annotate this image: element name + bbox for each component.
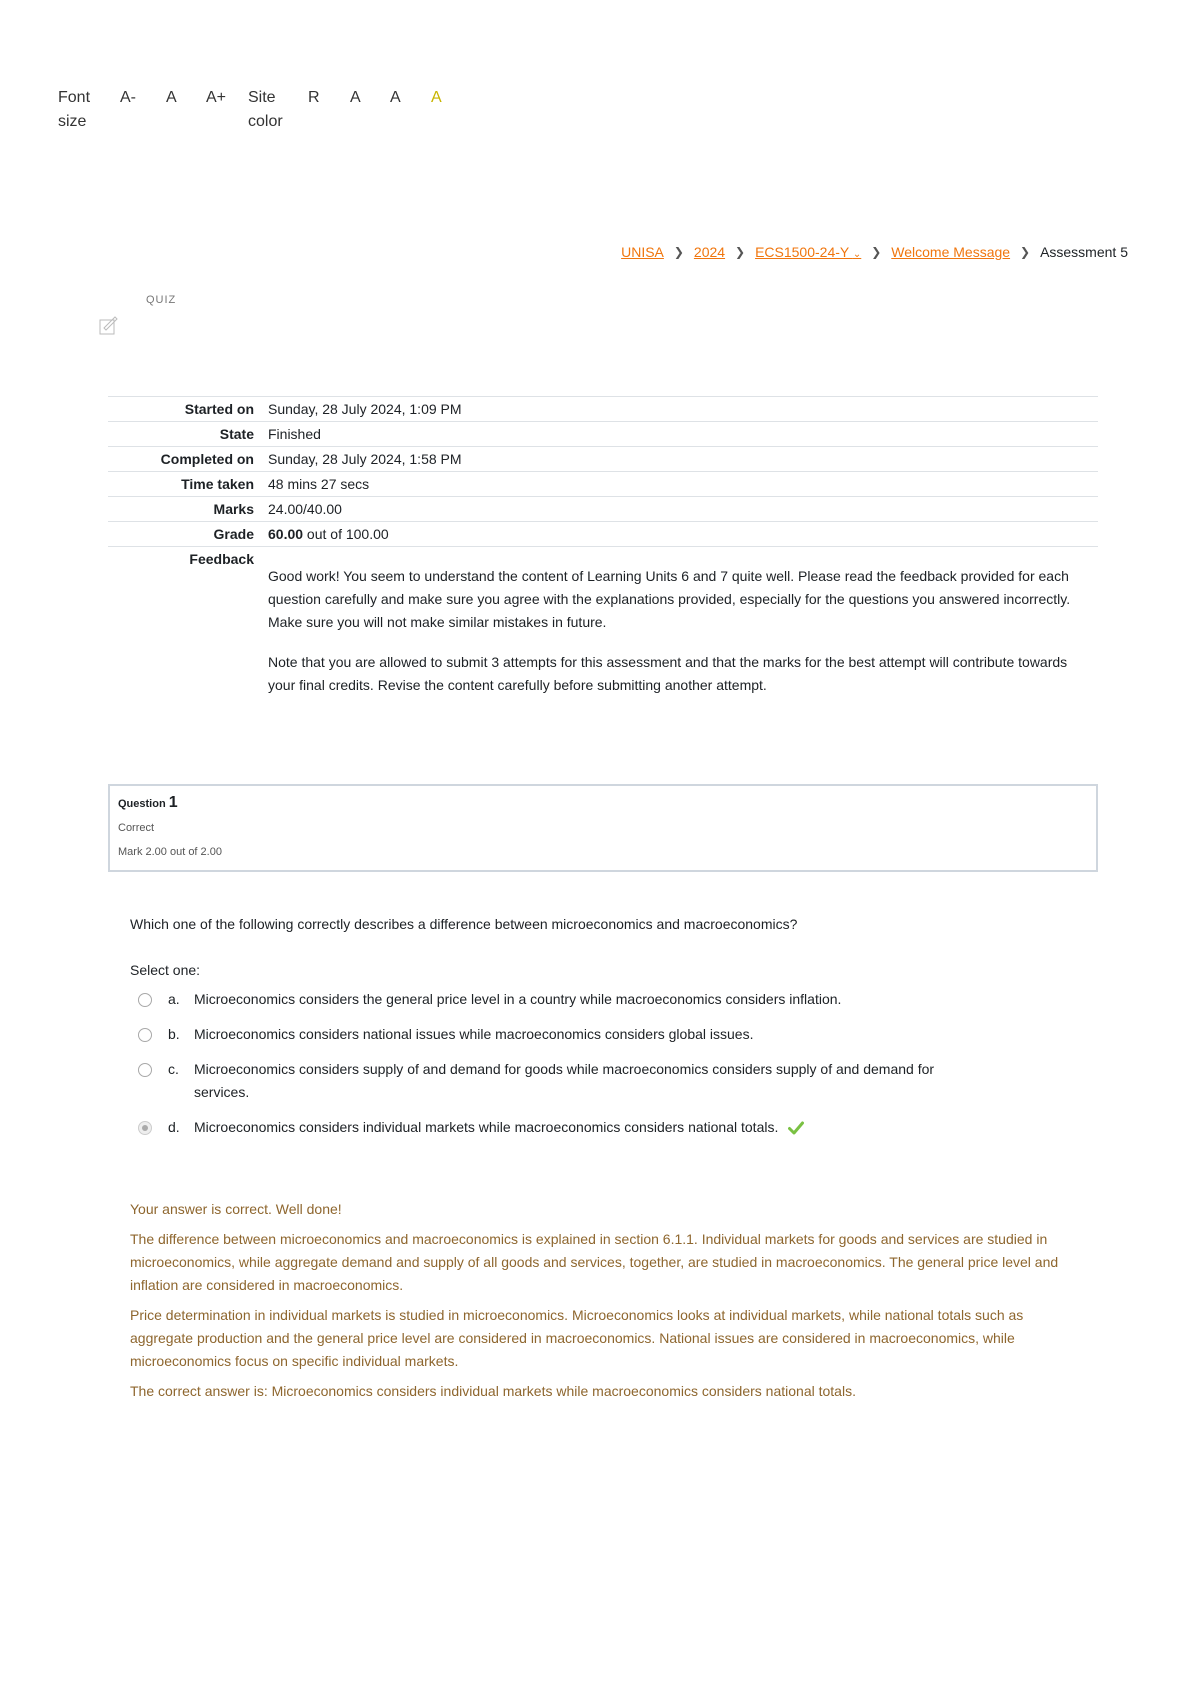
summary-row-marks [108,497,1098,522]
completed-on-label: Completed on [160,451,254,467]
feedback-paragraph: Good work! You seem to understand the content of Learning Units 6 and 7 quite well. Please read the feedback provided for each question carefully and make sure you agree with the explanations provided, especially for the questions you answered incorrectly. Make sure you will not make similar mistakes in future. [268,568,1071,630]
state-label: State [219,426,254,442]
correct-check-icon [788,1121,804,1135]
answer-option-d[interactable] [138,1116,1038,1139]
chevron-right-icon: ❯ [871,245,882,259]
summary-row-feedback [108,547,1098,702]
question-text: Which one of the following correctly describes a difference between microeconomics and macroeconomics? [130,916,798,932]
question-outcome-feedback [130,1198,1080,1410]
breadcrumb-link-year[interactable]: 2024 [693,244,726,260]
color-option-1-button[interactable]: A [350,89,361,106]
breadcrumb-link-unisa[interactable]: UNISA [621,244,664,260]
color-option-2-button[interactable]: A [390,89,401,106]
answer-letter: b. [168,1026,180,1042]
answer-text: Microeconomics considers supply of and demand for goods while macroeconomics considers supply of and demand for [194,1061,935,1077]
answer-text: Microeconomics considers the general price level in a country while macroeconomics considers inflation. [194,991,842,1007]
answer-option-a[interactable] [138,988,1038,1011]
state-value: Finished [268,426,321,442]
question-state: Correct [118,822,155,834]
answer-text-continued: services. [194,1084,250,1100]
completed-on-value: Sunday, 28 July 2024, 1:58 PM [268,451,462,467]
answer-prompt: Select one: [130,962,201,978]
grade-value: 60.00 out of 100.00 [268,526,389,542]
time-taken-label: Time taken [181,476,254,492]
question-grade: Mark 2.00 out of 2.00 [118,846,222,858]
marks-label: Marks [213,501,254,517]
time-taken-value: 48 mins 27 secs [268,476,370,492]
outcome-explanation: The difference between microeconomics and macroeconomics is explained in section 6.1.1. Individual markets for goods and services are studied in microeconomics, while aggregate demand and supply of all goods and services, together, are studied in macroeconomics. The general price level and inflation are considered in macroeconomics. [130,1231,1059,1293]
outcome-message: Your answer is correct. Well done! [130,1201,342,1217]
attempt-summary-table [108,396,1098,701]
quiz-icon [98,314,120,336]
breadcrumb [621,244,1128,260]
answer-letter: c. [168,1061,179,1077]
chevron-down-icon: ⌄ [852,249,862,260]
breadcrumb-link-welcome[interactable]: Welcome Message [891,244,1011,260]
correct-answer-text: The correct answer is: Microeconomics considers individual markets while macroeconomics considers national totals. [130,1383,856,1399]
color-option-3-button[interactable]: A [431,89,442,106]
marks-value: 24.00/40.00 [268,501,342,517]
chevron-right-icon: ❯ [1020,245,1031,259]
question-number: Question 1 [118,794,178,811]
radio-button[interactable] [138,993,152,1007]
font-increase-button[interactable]: A+ [206,89,227,106]
radio-button[interactable] [138,1028,152,1042]
answer-letter: d. [168,1119,180,1135]
summary-row-state [108,422,1098,447]
font-decrease-button[interactable]: A- [120,89,136,106]
summary-row-completed [108,447,1098,472]
started-on-label: Started on [184,401,254,417]
answer-option-c[interactable] [138,1058,1038,1104]
feedback-text [268,547,1098,702]
breadcrumb-link-course[interactable]: ECS1500-24-Y ⌄ [755,244,862,260]
answer-list [138,988,1038,1151]
answer-text: Microeconomics considers national issues while macroeconomics considers global issues. [194,1026,754,1042]
font-reset-button[interactable]: A [166,89,177,106]
feedback-label: Feedback [189,551,254,567]
question-info-box [108,784,1098,872]
started-on-value: Sunday, 28 July 2024, 1:09 PM [268,401,462,417]
breadcrumb-current: Assessment 5 [1040,244,1128,260]
answer-option-b[interactable] [138,1023,1038,1046]
font-size-label: Font size [58,89,91,130]
radio-button[interactable] [138,1063,152,1077]
summary-row-grade [108,522,1098,547]
outcome-explanation: Price determination in individual markets is studied in microeconomics. Microeconomics looks at individual markets, while national totals such as aggregate production and the general price level are considered in macroeconomics. National issues are considered in macroeconomics, while microeconomics focus on specific individual markets. [130,1307,1024,1369]
answer-letter: a. [168,991,180,1007]
answer-text: Microeconomics considers individual markets while macroeconomics considers national totals. [194,1119,779,1135]
site-color-label: Site color [248,89,283,130]
quiz-type-label: QUIZ [146,294,177,306]
chevron-right-icon: ❯ [673,245,684,259]
grade-label: Grade [213,526,254,542]
chevron-right-icon: ❯ [735,245,746,259]
summary-row-time [108,472,1098,497]
feedback-paragraph: Note that you are allowed to submit 3 attempts for this assessment and that the marks for the best attempt will contribute towards your final credits. Revise the content carefully before submitting another attempt. [268,654,1068,693]
color-reset-button[interactable]: R [308,89,320,106]
radio-button-selected[interactable] [138,1121,152,1135]
summary-row-started [108,397,1098,422]
